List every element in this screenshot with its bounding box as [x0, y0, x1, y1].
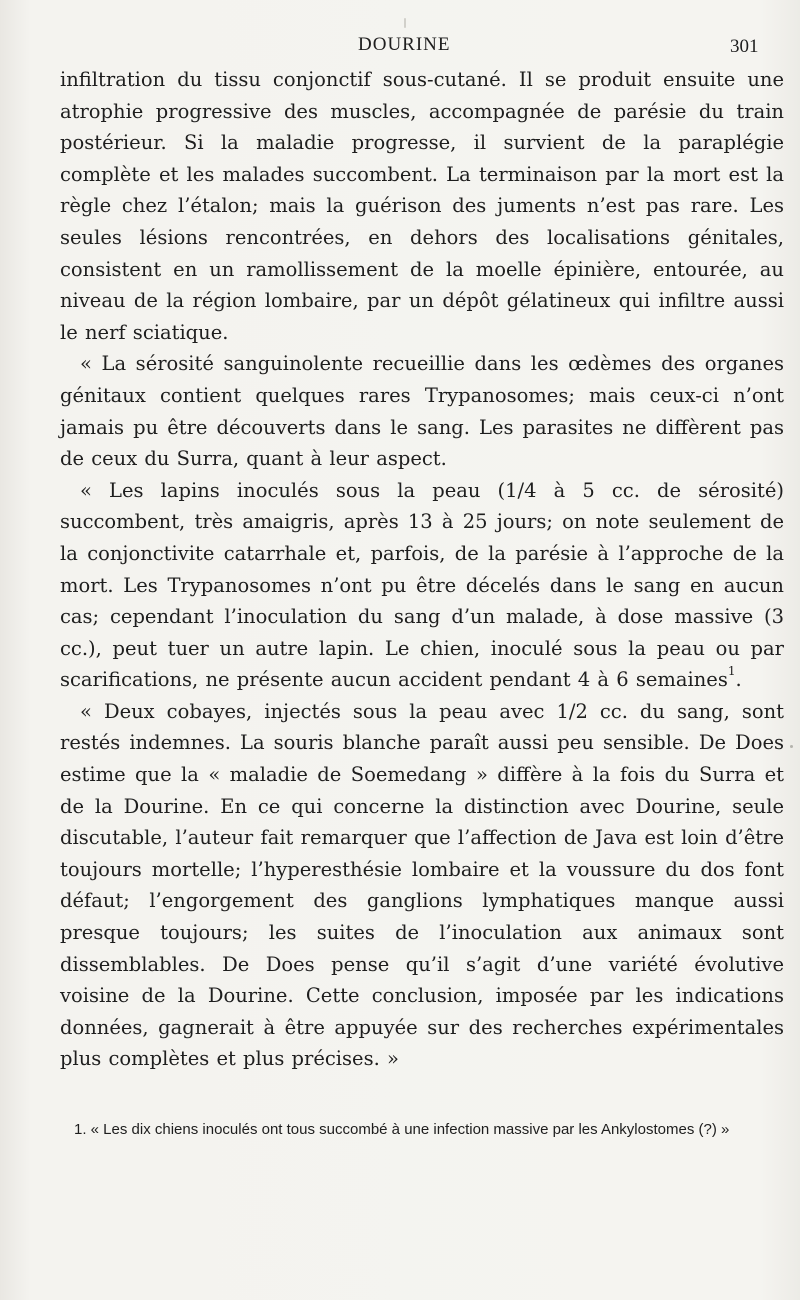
- paragraph-lapins-text: « Les lapins inoculés sous la peau (1/4 à 5 cc. de sérosité) succombent, très amaigris, après 13 à 25 jours; on note seulement de la conjonctivite catarrhale et, parfois, de la parésie à l’approche de la mort. Les Trypanosomes n’ont pu être décelés dans le sang en aucun cas; cependant l’inoculation du sang d’un malade, à dose massive (3 cc.), peut tuer un autre lapin. Le chien, inoculé sous la peau ou par scarifications, ne présente aucun accident pendant 4 à 6 semaines: [60, 478, 784, 692]
- running-title: DOURINE: [358, 34, 451, 55]
- body-text: [60, 64, 784, 1075]
- paragraph-lapins: [60, 475, 784, 696]
- paragraph-cobayes: « Deux cobayes, injectés sous la peau avec 1/2 cc. du sang, sont restés indemnes. La souris blanche paraît aussi peu sensible. De Does estime que la « maladie de Soemedang » diffère à la fois du Surra et de la Dourine. En ce qui concerne la distinction avec Dourine, seule discutable, l’auteur fait remarquer que l’affection de Java est loin d’être toujours mortelle; l’hyperesthésie lombaire et la voussure du dos font défaut; l’engorgement des ganglions lymphatiques manque aussi presque toujours; les suites de l’inoculation aux animaux sont dissemblables. De Does pense qu’il s’agit d’une variété évolutive voisine de la Dourine. Cette conclusion, imposée par les indications données, gagnerait à être appuyée sur des recherches expérimentales plus complètes et plus précises. »: [60, 699, 784, 1071]
- footnote-marker: 1: [727, 664, 736, 679]
- footnote-ref-suffix: .: [735, 668, 742, 692]
- running-head: [0, 34, 800, 64]
- page-number: 301: [730, 36, 759, 57]
- paragraph-continued: infiltration du tissu conjonctif sous-cutané. Il se produit ensuite une atrophie progressive des muscles, accompagnée de parésie du train postérieur. Si la maladie progresse, il survient de la paraplégie complète et les malades succombent. La terminaison par la mort est la règle chez l’étalon; mais la guérison des juments n’est pas rare. Les seules lésions rencontrées, en dehors des localisations génitales, consistent en un ramollissement de la moelle épinière, entourée, au niveau de la région lombaire, par un dépôt gélatineux qui infiltre aussi le nerf sciatique.: [60, 68, 784, 344]
- footnote: 1. « Les dix chiens inoculés ont tous succombé à une infection massive par les Ankylostomes (?) »: [74, 1121, 730, 1138]
- scan-speck: [790, 745, 793, 748]
- paragraph-serosite: « La sérosité sanguinolente recueillie dans les œdèmes des organes génitaux contient quelques rares Trypanosomes; mais ceux-ci n’ont jamais pu être découverts dans le sang. Les parasites ne diffèrent pas de ceux du Surra, quant à leur aspect.: [60, 352, 784, 471]
- scan-speck: [404, 18, 406, 28]
